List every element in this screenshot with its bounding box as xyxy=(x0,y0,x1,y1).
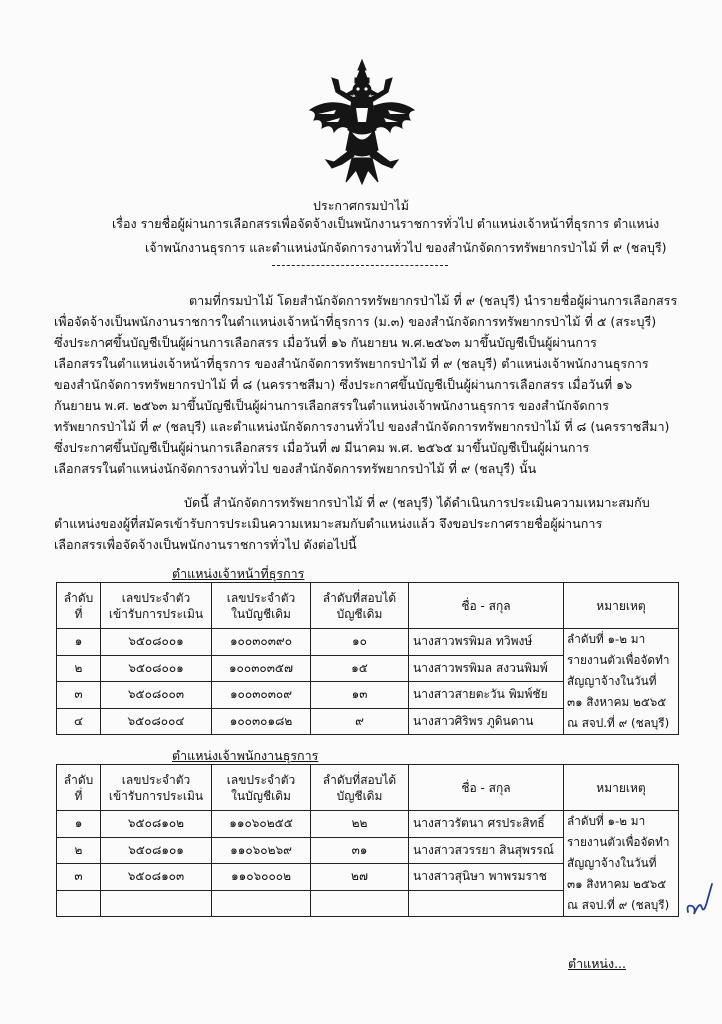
cell-old-rank: ๒๒ xyxy=(311,811,409,838)
cell-old-rank: ๑๓ xyxy=(311,682,409,709)
divider xyxy=(272,265,448,266)
cell-old-rank: ๑๐ xyxy=(311,629,409,656)
cell-old-rank: ๙ xyxy=(311,708,409,735)
cell-no: ๑ xyxy=(57,811,101,838)
paragraph-line: เลือกสรรในตำแหน่งเจ้าหน้าที่ธุรการ ของสำนักจัดการทรัพยากรป่าไม้ ที่ ๙ (ชลบุรี) ตำแหน่งเจ้าพนักงานธุรการ xyxy=(54,356,649,371)
cell-old-id: ๑๐๐๓๐๓๐๙ xyxy=(212,682,311,709)
cell-name: นางสาวพรพิมล ทวิพงษ์ xyxy=(409,629,564,656)
cell-no: ๒ xyxy=(57,837,101,864)
signature-initials xyxy=(684,878,714,918)
cell-old-id: ๑๐๐๓๐๑๘๒ xyxy=(212,708,311,735)
cell-old-rank: ๑๕ xyxy=(311,655,409,682)
col-header-note: หมายเหตุ xyxy=(564,765,679,811)
col-header-eval-id: เลขประจำตัว เข้ารับการประเมิน xyxy=(101,765,212,811)
cell-old-id: ๑๑๐๖๐๒๕๕ xyxy=(212,811,311,838)
cell-eval-id: ๖๕๐๘๐๐๑ xyxy=(101,629,212,656)
cell-empty xyxy=(57,890,101,917)
paragraph-line: ตามที่กรมป่าไม้ โดยสำนักจัดการทรัพยากรป่าไม้ ที่ ๙ (ชลบุรี) นำรายชื่อผู้ผ่านการเลือกสรร xyxy=(189,293,678,308)
agency-title: ประกาศกรมป่าไม้ xyxy=(313,198,409,213)
cell-old-id: ๑๑๐๖๐๐๐๒ xyxy=(212,864,311,891)
continued-text: ตำแหน่ง... xyxy=(568,956,627,971)
subject-line-1: เรื่อง รายชื่อผู้ผ่านการเลือกสรรเพื่อจัดจ้างเป็นพนักงานราชการทั่วไป ตำแหน่งเจ้าหน้าที่ธุรการ ตำแหน่ง xyxy=(112,216,660,231)
table2-title: ตำแหน่งเจ้าพนักงานธุรการ xyxy=(172,748,319,763)
col-header-no: ลำดับ ที่ xyxy=(57,583,101,629)
cell-name: นางสาวสุนิษา พาพรมราช xyxy=(409,864,564,891)
paragraph-line: เพื่อจัดจ้างเป็นพนักงานราชการในตำแหน่งเจ้าหน้าที่ธุรการ (ม.๓) ของสำนักจัดการทรัพยากรป่าไม้ ที่ ๕ (สระบุรี) xyxy=(54,314,657,329)
cell-eval-id: ๖๕๐๘๑๐๑ xyxy=(101,837,212,864)
cell-empty xyxy=(311,890,409,917)
cell-eval-id: ๖๕๐๘๐๐๔ xyxy=(101,708,212,735)
paragraph-line: ซึ่งประกาศขึ้นบัญชีเป็นผู้ผ่านการเลือกสรร เมื่อวันที่ ๑๖ กันยายน พ.ศ.๒๕๖๓ มาขึ้นบัญชีเป็นผู้ผ่านการ xyxy=(54,335,597,350)
cell-no: ๒ xyxy=(57,655,101,682)
table-header-row xyxy=(57,765,679,811)
garuda-emblem-icon xyxy=(306,58,418,186)
paragraph-line: บัดนี้ สำนักจัดการทรัพยากรป่าไม้ ที่ ๙ (ชลบุรี) ได้ดำเนินการประเมินความเหมาะสมกับ xyxy=(184,495,650,510)
paragraph-line: กันยายน พ.ศ. ๒๕๖๓ มาขึ้นบัญชีเป็นผู้ผ่านการเลือกสรรในตำแหน่งเจ้าพนักงานธุรการ ของสำนักจัดการ xyxy=(54,398,610,413)
cell-name: นางสาวสวรรยา สินสุพรรณ์ xyxy=(409,837,564,864)
paragraph-line: ของสำนักจัดการทรัพยากรป่าไม้ ที่ ๘ (นครราชสีมา) ซึ่งประกาศขึ้นบัญชีเป็นผู้ผ่านการเลือกสรร เมื่อวันที่ ๑๖ xyxy=(54,377,633,392)
cell-note: ลำดับที่ ๑-๒ มารายงานตัวเพื่อจัดทำสัญญาจ้างในวันที่ ๓๑ สิงหาคม ๒๕๖๕ ณ สจป.ที่ ๙ (ชลบุรี) xyxy=(564,811,679,917)
table-header-row xyxy=(57,583,679,629)
col-header-old-id: เลขประจำตัว ในบัญชีเดิม xyxy=(212,583,311,629)
cell-old-id: ๑๐๐๓๐๓๕๗ xyxy=(212,655,311,682)
cell-no: ๔ xyxy=(57,708,101,735)
cell-eval-id: ๖๕๐๘๑๐๒ xyxy=(101,811,212,838)
subject-line-2: เจ้าพนักงานธุรการ และตำแหน่งนักจัดการงานทั่วไป ของสำนักจัดการทรัพยากรป่าไม้ ที่ ๙ (ชลบุรี) xyxy=(145,240,667,255)
table-officer xyxy=(56,764,679,917)
paragraph-line: ตำแหน่งของผู้ที่สมัครเข้ารับการประเมินความเหมาะสมกับตำแหน่งแล้ว จึงขอประกาศรายชื่อผู้ผ่านการ xyxy=(54,516,603,531)
col-header-name: ชื่อ - สกุล xyxy=(409,583,564,629)
cell-empty xyxy=(212,890,311,917)
cell-old-id: ๑๐๐๓๐๓๙๐ xyxy=(212,629,311,656)
table-clerk xyxy=(56,582,679,735)
cell-old-id: ๑๑๐๖๐๒๖๙ xyxy=(212,837,311,864)
cell-name: นางสาวพรพิมล สงวนพิมพ์ xyxy=(409,655,564,682)
cell-eval-id: ๖๕๐๘๐๐๓ xyxy=(101,682,212,709)
body-paragraph-1 xyxy=(54,290,694,479)
cell-note: ลำดับที่ ๑-๒ มารายงานตัวเพื่อจัดทำสัญญาจ้างในวันที่ ๓๑ สิงหาคม ๒๕๖๕ ณ สจป.ที่ ๙ (ชลบุรี) xyxy=(564,629,679,735)
cell-old-rank: ๓๑ xyxy=(311,837,409,864)
cell-old-rank: ๒๗ xyxy=(311,864,409,891)
cell-no: ๑ xyxy=(57,629,101,656)
cell-name: นางสาวรัตนา ศรประสิทธิ์ xyxy=(409,811,564,838)
table1-title: ตำแหน่งเจ้าหน้าที่ธุรการ xyxy=(172,566,305,581)
paragraph-line: ทรัพยากรป่าไม้ ที่ ๙ (ชลบุรี) และตำแหน่งนักจัดการงานทั่วไป ของสำนักจัดการทรัพยากรป่าไม้ ที่ ๘ (นครราชสีมา) xyxy=(54,419,670,434)
paragraph-line: เลือกสรรในตำแหน่งนักจัดการงานทั่วไป ของสำนักจัดการทรัพยากรป่าไม้ ที่ ๙ (ชลบุรี) นั้น xyxy=(54,461,537,476)
col-header-old-rank: ลำดับที่สอบได้ บัญชีเดิม xyxy=(311,765,409,811)
col-header-no: ลำดับ ที่ xyxy=(57,765,101,811)
cell-empty xyxy=(101,890,212,917)
col-header-note: หมายเหตุ xyxy=(564,583,679,629)
col-header-eval-id: เลขประจำตัว เข้ารับการประเมิน xyxy=(101,583,212,629)
col-header-old-rank: ลำดับที่สอบได้ บัญชีเดิม xyxy=(311,583,409,629)
col-header-old-id: เลขประจำตัว ในบัญชีเดิม xyxy=(212,765,311,811)
col-header-name: ชื่อ - สกุล xyxy=(409,765,564,811)
table-row xyxy=(57,629,679,656)
paragraph-line: ซึ่งประกาศขึ้นบัญชีเป็นผู้ผ่านการเลือกสรร เมื่อวันที่ ๗ มีนาคม พ.ศ. ๒๕๖๕ มาขึ้นบัญชีเป็นผู้ผ่านการ xyxy=(54,440,590,455)
body-paragraph-2 xyxy=(54,492,694,555)
cell-name: นางสาวศิริพร ภูดินดาน xyxy=(409,708,564,735)
paragraph-line: เลือกสรรเพื่อจัดจ้างเป็นพนักงานราชการทั่วไป ดังต่อไปนี้ xyxy=(54,537,357,552)
cell-empty xyxy=(409,890,564,917)
table-row xyxy=(57,811,679,838)
cell-eval-id: ๖๕๐๘๑๐๓ xyxy=(101,864,212,891)
cell-no: ๓ xyxy=(57,682,101,709)
cell-name: นางสาวสายตะวัน พิมพ์ชัย xyxy=(409,682,564,709)
cell-eval-id: ๖๕๐๘๐๐๑ xyxy=(101,655,212,682)
cell-no: ๓ xyxy=(57,864,101,891)
